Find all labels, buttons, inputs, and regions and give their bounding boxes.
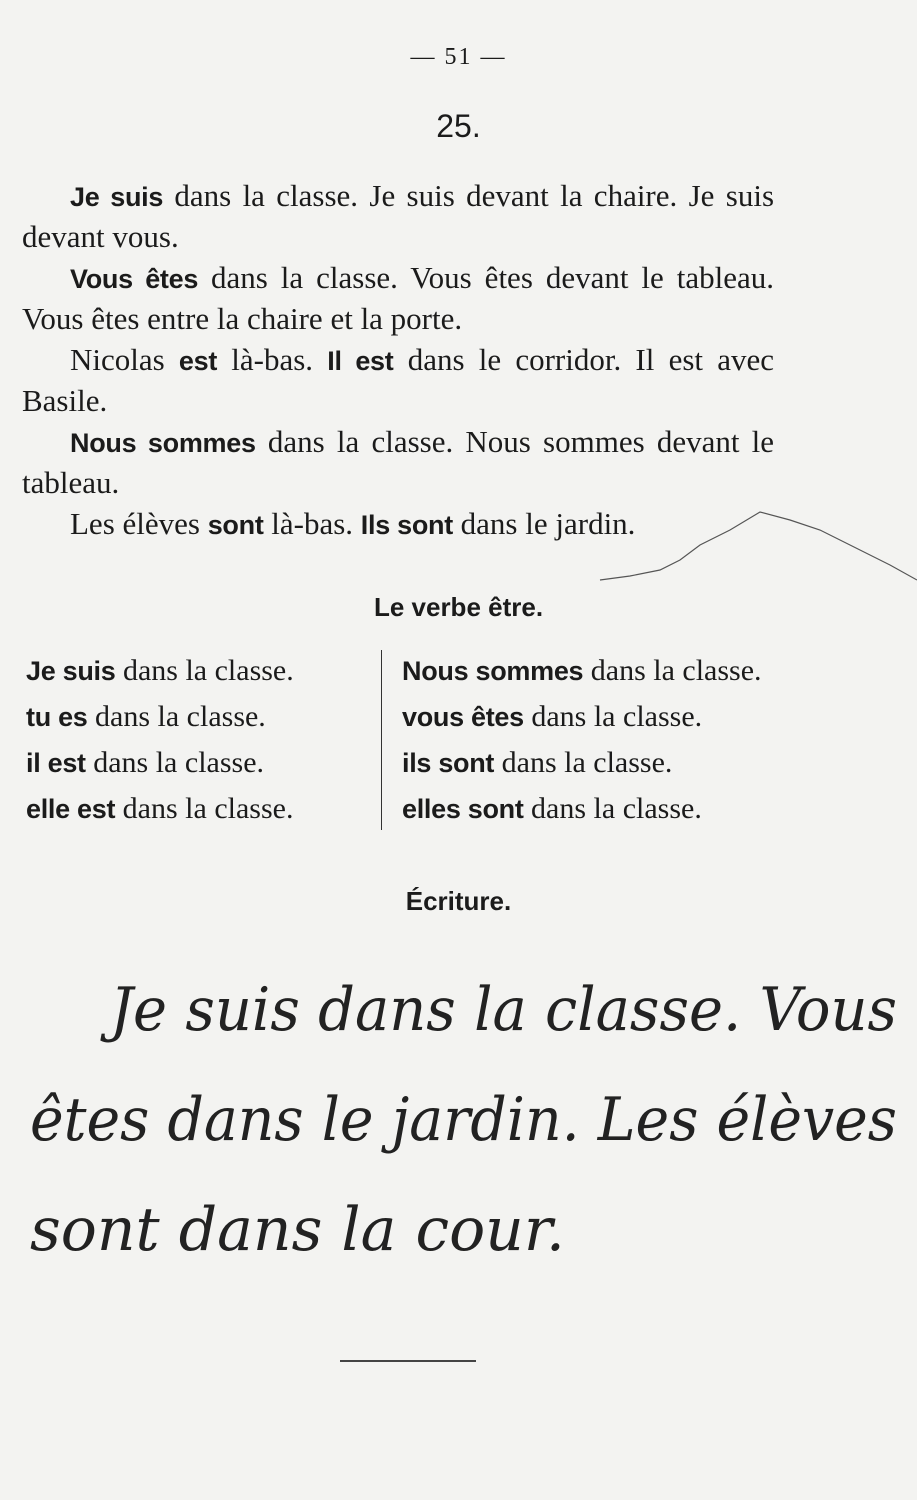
paper-crack-mark [560, 500, 917, 600]
paragraph-text: là-bas. [231, 342, 314, 377]
end-rule [340, 1360, 476, 1362]
column-divider [381, 650, 382, 830]
conjugation-plural [402, 648, 762, 832]
paragraph-text: dans le jardin. [460, 506, 636, 541]
script-line: êtes dans le jardin. Les élèves [30, 1085, 897, 1155]
paragraph-text: là-bas. [271, 506, 354, 541]
paragraph-text: dans la classe. Nous sommes devant le tableau. [22, 424, 775, 500]
conjugation-row [26, 740, 294, 786]
paragraph-2 [22, 258, 774, 339]
conjugation-rest: dans la classe. [95, 700, 266, 733]
verb-bold: est [178, 346, 218, 376]
handwriting-exercise [0, 950, 917, 1310]
pronoun-verb: Nous sommes [402, 656, 584, 686]
paragraph-text: Nicolas [70, 342, 165, 377]
conjugation-rest: dans la classe. [501, 746, 673, 779]
pronoun-verb: vous êtes [402, 702, 524, 732]
writing-heading: Écriture. [405, 886, 512, 916]
conjugation-rest: dans la classe. [122, 792, 294, 825]
paragraph-text: dans le corridor. Il est avec Basile. [22, 342, 775, 418]
conjugation-row [26, 694, 294, 740]
conjugation-row [26, 648, 294, 694]
script-line: Je suis dans la classe. Vous [99, 975, 897, 1045]
verb-bold: Il est [327, 346, 394, 376]
conjugation-rest: dans la classe. [93, 746, 265, 779]
verb-bold: Ils sont [360, 510, 453, 540]
pronoun-verb: elles sont [402, 794, 524, 824]
pronoun-verb: elle est [26, 794, 116, 824]
conjugation-row [402, 786, 762, 832]
conjugation-row [402, 740, 762, 786]
paragraph-text: Les élèves [70, 506, 200, 541]
paragraph-text: dans la classe. Je suis devant la chaire. Je suis devant vous. [22, 178, 775, 254]
conjugation-row [402, 694, 762, 740]
verb-bold: sont [207, 510, 264, 540]
verb-heading: Le verbe être. [373, 592, 544, 622]
verb-bold: Vous êtes [70, 264, 199, 294]
paragraph-3 [22, 340, 774, 421]
pronoun-verb: ils sont [402, 748, 495, 778]
script-line: sont dans la cour. [30, 1195, 565, 1265]
page-number: — 51 — [410, 44, 507, 70]
conjugation-rest: dans la classe. [531, 700, 703, 733]
conjugation-row [402, 648, 762, 694]
paragraph-1 [22, 176, 774, 257]
verb-bold: Je suis [70, 182, 164, 212]
conjugation-rest: dans la classe. [590, 654, 762, 687]
conjugation-rest: dans la classe. [531, 792, 702, 825]
conjugation-row [26, 786, 294, 832]
paragraph-text: dans la classe. Vous êtes devant le tableau. Vous êtes entre la chaire et la porte. [22, 260, 774, 336]
verb-bold: Nous sommes [70, 428, 256, 458]
pronoun-verb: il est [26, 748, 86, 778]
pronoun-verb: tu es [26, 702, 88, 732]
paragraph-4 [22, 422, 774, 503]
lesson-number: 25. [436, 108, 481, 144]
conjugation-singular [26, 648, 294, 832]
conjugation-rest: dans la classe. [122, 654, 294, 687]
pronoun-verb: Je suis [26, 656, 116, 686]
